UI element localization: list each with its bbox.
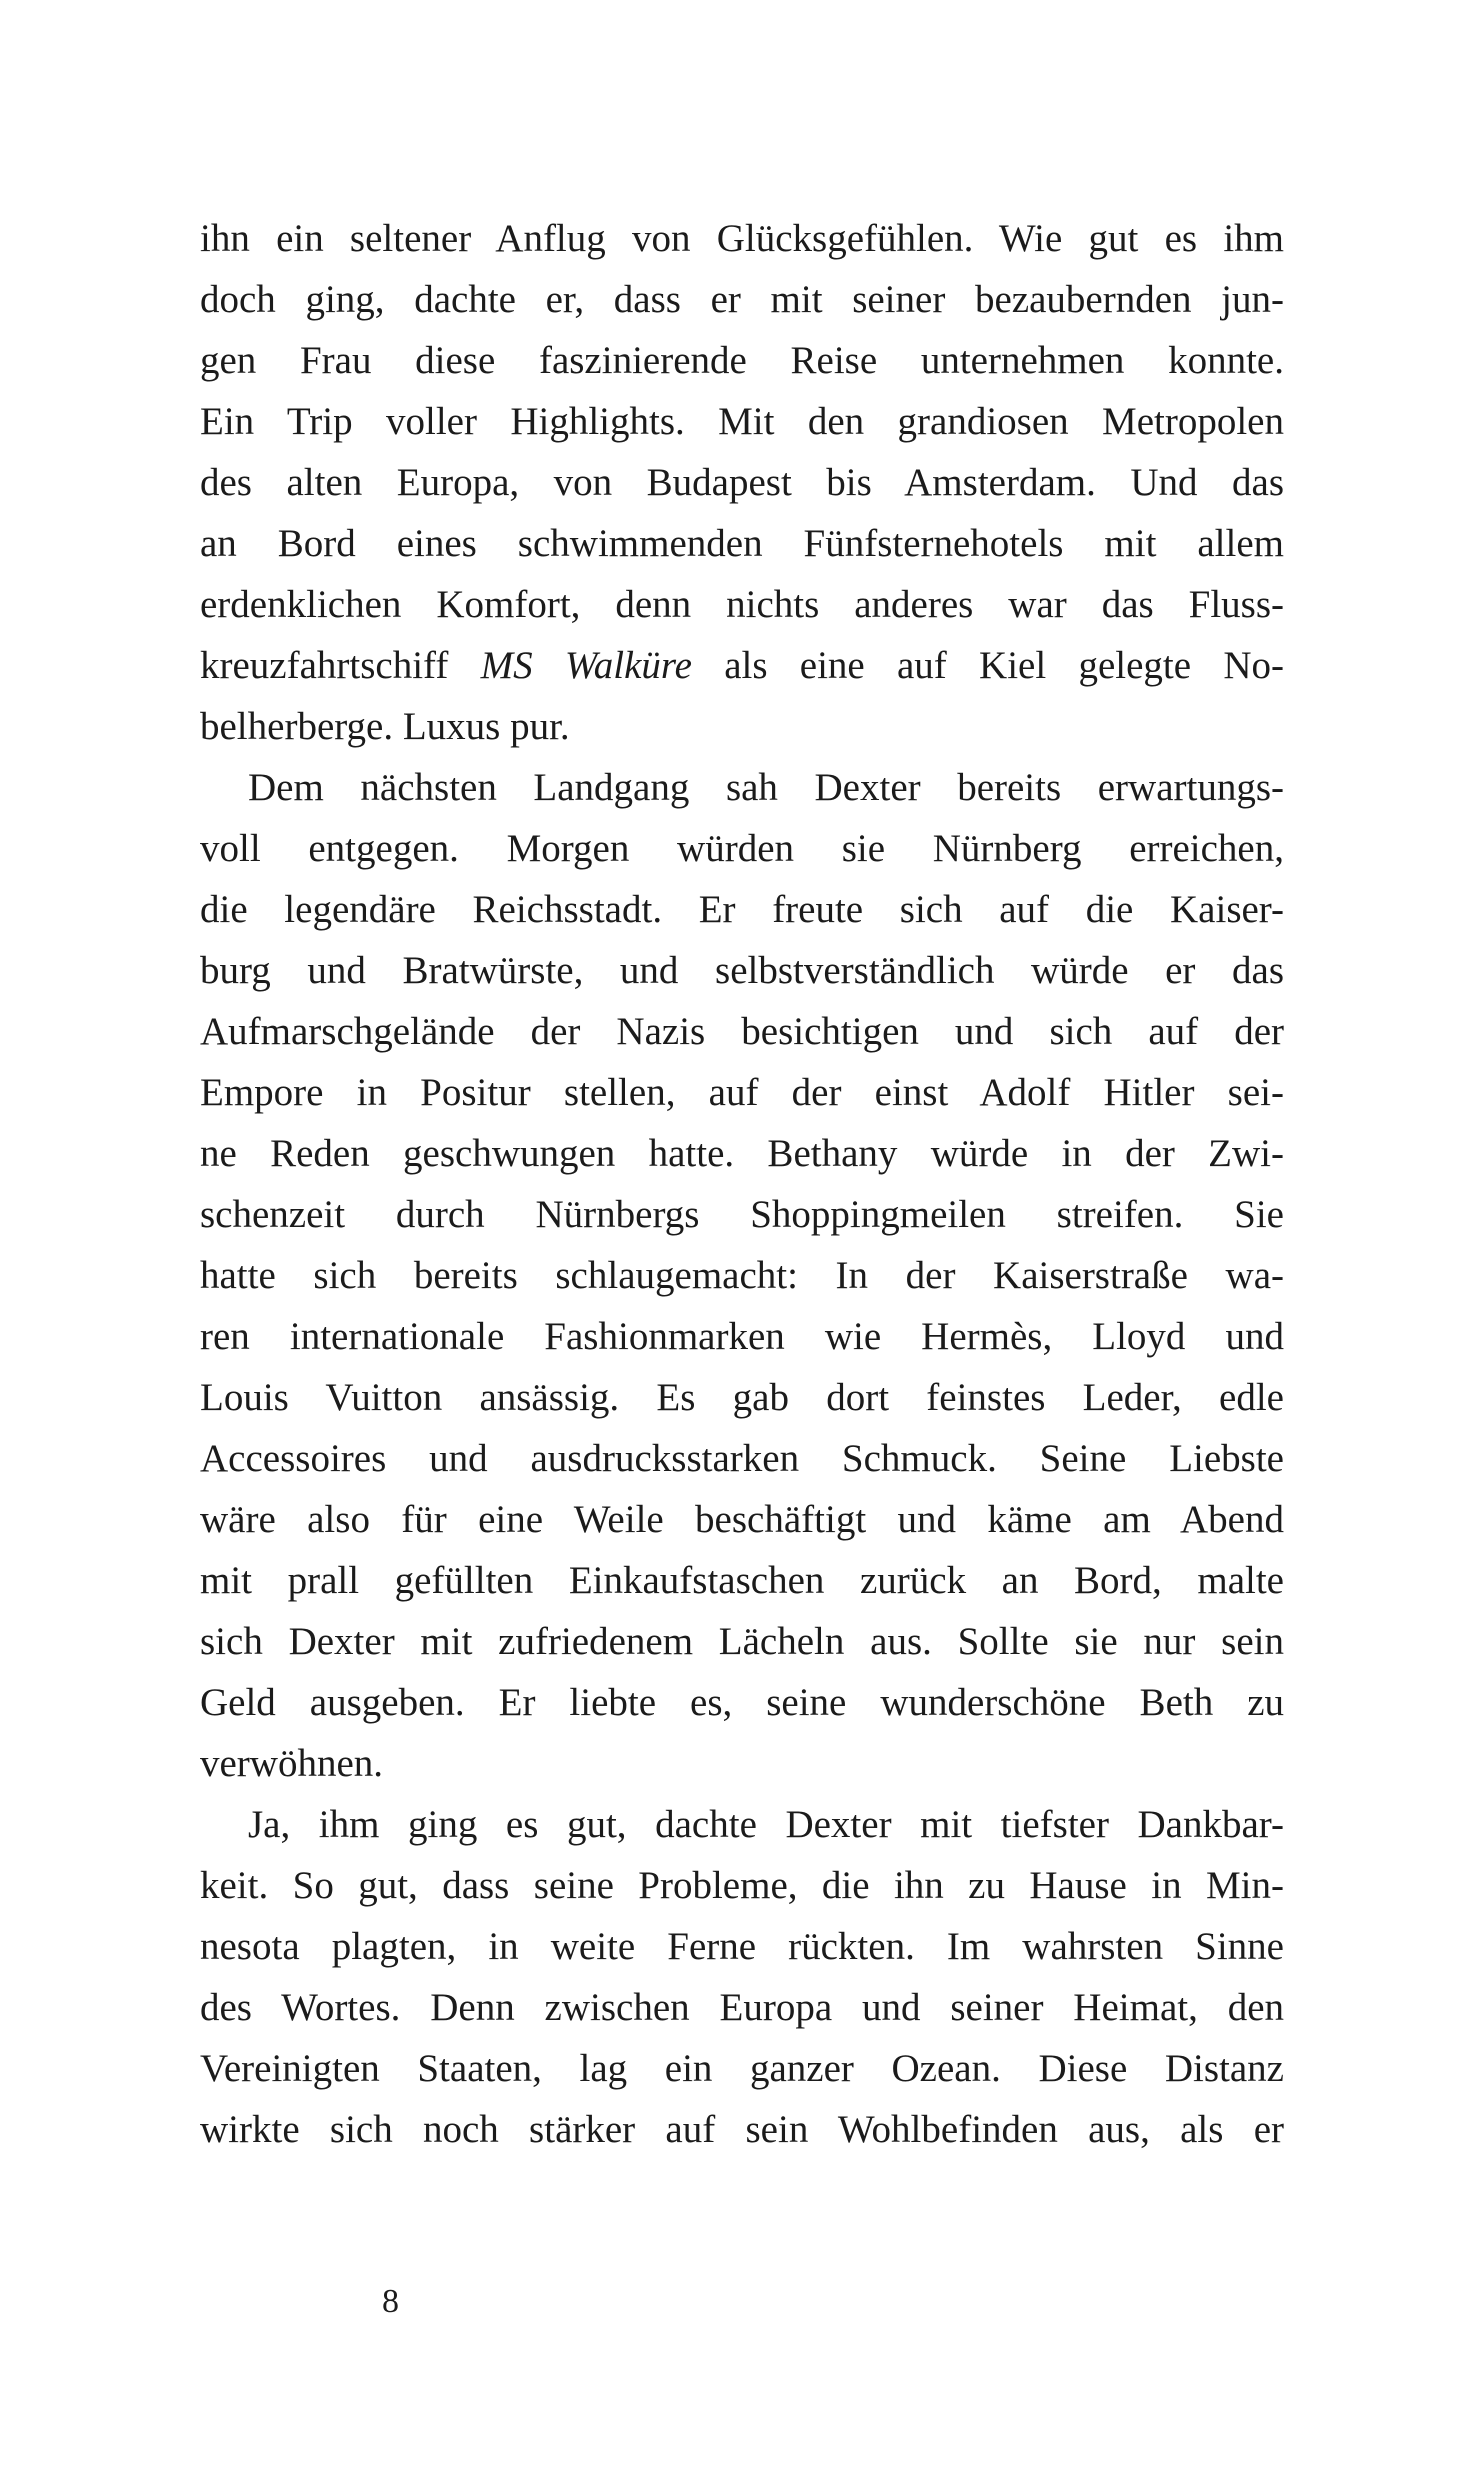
text-line: Empore in Positur stellen, auf der einst Adolf Hitler sei- [200, 1071, 1284, 1114]
text-line: Vereinigten Staaten, lag ein ganzer Ozean. Diese Distanz [200, 2047, 1284, 2090]
text-line: Aufmarschgelände der Nazis besichtigen und sich auf der [200, 1010, 1284, 1053]
text-line: ne Reden geschwungen hatte. Bethany würde in der Zwi- [200, 1132, 1284, 1175]
text-line: Ja, ihm ging es gut, dachte Dexter mit tiefster Dankbar- [248, 1803, 1284, 1846]
text-line: schenzeit durch Nürnbergs Shoppingmeilen streifen. Sie [200, 1193, 1284, 1236]
text-segment: als eine auf Kiel gelegte No- [691, 644, 1284, 687]
text-line: keit. So gut, dass seine Probleme, die ihn zu Hause in Min- [200, 1864, 1284, 1907]
text-line: sich Dexter mit zufriedenem Lächeln aus. Sollte sie nur sein [200, 1620, 1284, 1663]
text-block [200, 208, 1284, 2160]
text-line: burg und Bratwürste, und selbstverständlich würde er das [200, 949, 1284, 992]
text-line: Ein Trip voller Highlights. Mit den grandiosen Metropolen [200, 400, 1284, 443]
text-line: erdenklichen Komfort, denn nichts anderes war das Fluss- [200, 583, 1284, 626]
text-line: nesota plagten, in weite Ferne rückten. Im wahrsten Sinne [200, 1925, 1284, 1968]
paragraph [200, 208, 1284, 757]
text-segment: kreuzfahrtschiff [200, 644, 481, 687]
text-line: ihn ein seltener Anflug von Glücksgefühlen. Wie gut es ihm [200, 217, 1284, 260]
paragraph [200, 1794, 1284, 2160]
text-line: ren internationale Fashionmarken wie Hermès, Lloyd und [200, 1315, 1284, 1358]
text-line: wirkte sich noch stärker auf sein Wohlbefinden aus, als er [200, 2108, 1284, 2151]
text-line: des Wortes. Denn zwischen Europa und seiner Heimat, den [200, 1986, 1284, 2029]
text-line: an Bord eines schwimmenden Fünfsternehotels mit allem [200, 522, 1284, 565]
text-line: doch ging, dachte er, dass er mit seiner bezaubernden jun- [200, 278, 1284, 321]
text-line: mit prall gefüllten Einkaufstaschen zurück an Bord, malte [200, 1559, 1284, 1602]
page-number: 8 [382, 2283, 399, 2320]
text-line: Dem nächsten Landgang sah Dexter bereits erwartungs- [248, 766, 1284, 809]
text-line: hatte sich bereits schlaugemacht: In der Kaiserstraße wa- [200, 1254, 1284, 1297]
text-line: gen Frau diese faszinierende Reise unternehmen konnte. [200, 339, 1284, 382]
text-line: wäre also für eine Weile beschäftigt und käme am Abend [200, 1498, 1284, 1541]
text-line: Louis Vuitton ansässig. Es gab dort feinstes Leder, edle [200, 1376, 1284, 1419]
paragraph [200, 757, 1284, 1794]
text-line: Geld ausgeben. Er liebte es, seine wunderschöne Beth zu [200, 1681, 1284, 1724]
text-line [200, 635, 1284, 696]
text-line: voll entgegen. Morgen würden sie Nürnberg erreichen, [200, 827, 1284, 870]
text-line: Accessoires und ausdrucksstarken Schmuck. Seine Liebste [200, 1437, 1284, 1480]
italic-text-segment: MS Walküre [480, 644, 692, 687]
text-line: die legendäre Reichsstadt. Er freute sich auf die Kaiser- [200, 888, 1284, 931]
text-line: verwöhnen. [200, 1742, 384, 1785]
text-line: belherberge. Luxus pur. [200, 705, 570, 748]
text-line: des alten Europa, von Budapest bis Amsterdam. Und das [200, 461, 1284, 504]
